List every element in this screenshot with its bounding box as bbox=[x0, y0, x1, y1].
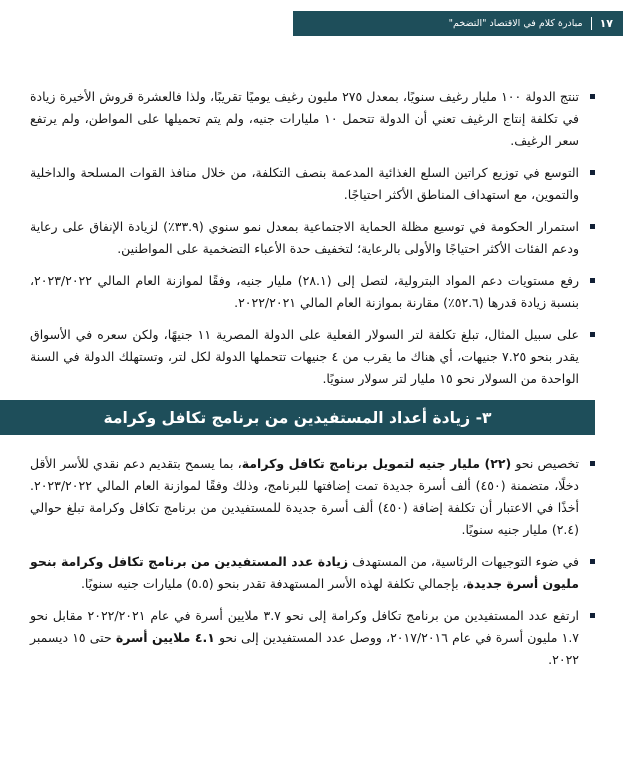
bullet-item bbox=[30, 270, 595, 314]
bullet-text: على سبيل المثال، تبلغ تكلفة لتر السولار الفعلية على الدولة المصرية ١١ جنيهًا، ولكن سعره في الأسواق يقدر بنحو ٧.٢٥ جنيهات، أي هناك ما يقرب من ٤ جنيهات تتحملها الدولة لكل لتر، وتستهلك الدولة في السنة الواحدة من السولار نحو ١٥ مليار لتر سولار سنويًا. bbox=[30, 327, 580, 386]
bullet-item bbox=[30, 162, 595, 206]
bullet-text: رفع مستويات دعم المواد البترولية، لتصل إلى (٢٨.١) مليار جنيه، وفقًا لموازنة العام المالي ٢٠٢٣/٢٠٢٢، بنسبة زيادة قدرها (٥٢.٦٪) مقارنة بموازنة العام المالي ٢٠٢٢/٢٠٢١. bbox=[30, 273, 579, 310]
running-title: مبادرة كلام في الاقتصاد "التضخم" bbox=[448, 18, 583, 29]
intro-bullet-list bbox=[30, 86, 595, 390]
bullet-text: ارتفع عدد المستفيدين من برنامج تكافل وكرامة إلى نحو ٣.٧ ملايين أسرة في عام ٢٠٢٢/٢٠٢١ مقابل نحو ١.٧ مليون أسرة في عام ٢٠١٧/٢٠١٦، ووصل عدد المستفيدين إلى نحو ٤.١ ملايين أسرة حتى ١٥ ديسمبر ٢٠٢٢. bbox=[30, 608, 580, 667]
bullet-square-icon bbox=[590, 559, 595, 564]
bullet-text: استمرار الحكومة في توسيع مظلة الحماية الاجتماعية بمعدل نمو سنوي (٣٣.٩٪) لزيادة الإنفاق على رعاية ودعم الفئات الأكثر احتياجًا والأولى بالرعاية؛ لتخفيف حدة الأعباء التضخمية على المواطنين. bbox=[30, 219, 579, 256]
bullet-square-icon bbox=[590, 94, 595, 99]
bullet-square-icon bbox=[590, 224, 595, 229]
bullet-square-icon bbox=[590, 461, 595, 466]
bullet-text: التوسع في توزيع كراتين السلع الغذائية المدعمة بنصف التكلفة، من خلال منافذ القوات المسلحة والداخلية والتموين، مع استهداف المناطق الأكثر احتياجًا. bbox=[30, 165, 579, 202]
section-title: ٣- زيادة أعداد المستفيدين من برنامج تكافل وكرامة bbox=[103, 408, 492, 427]
bullet-text: تخصيص نحو (٢٢) مليار جنيه لتمويل برنامج تكافل وكرامة، بما يسمح بتقديم دعم نقدي للأسر الأقل دخلًا، متضمنة (٤٥٠) ألف أسرة جديدة تمت إضافتها للبرنامج، وذلك وفقًا لموازنة العام المالي ٢٠٢٣/٢٠٢٢. أخذًا في الاعتبار أن تكلفة إضافة (٤٥٠) ألف أسرة جديدة للمستفيدين من برنامج تكافل وكرامة تبلغ حوالي (٢.٤) مليار جنيه سنويًا. bbox=[30, 456, 579, 537]
bullet-item bbox=[30, 216, 595, 260]
bullet-item bbox=[30, 324, 595, 390]
bullet-text: تنتج الدولة ١٠٠ مليار رغيف سنويًا، بمعدل ٢٧٥ مليون رغيف يوميًا تقريبًا، ولذا فالعشرة قروش الأخيرة زيادة في تكلفة إنتاج الرغيف تعني أن الدولة تتحمل ١٠ مليارات جنيه، ولم يتم تحميلها على المواطن، ولم يرتفع سعر الرغيف. bbox=[30, 89, 579, 148]
bullet-item bbox=[30, 605, 595, 671]
bullet-square-icon bbox=[590, 332, 595, 337]
bullet-item bbox=[30, 453, 595, 541]
page-number: ١٧ bbox=[599, 17, 613, 30]
section-bullet-list bbox=[30, 453, 595, 671]
bullet-square-icon bbox=[590, 278, 595, 283]
section-title-bar bbox=[0, 400, 595, 435]
header-separator bbox=[591, 17, 592, 30]
bullet-text: في ضوء التوجيهات الرئاسية، من المستهدف زيادة عدد المستفيدين من برنامج تكافل وكرامة بنحو مليون أسرة جديدة، بإجمالي تكلفة لهذه الأسر المستهدفة تقدر بنحو (٥.٥) مليارات جنيه سنويًا. bbox=[29, 554, 579, 591]
page-content bbox=[30, 86, 595, 681]
bullet-square-icon bbox=[590, 170, 595, 175]
bullet-item bbox=[30, 86, 595, 152]
bullet-item bbox=[30, 551, 595, 595]
bullet-square-icon bbox=[590, 613, 595, 618]
page-header-band bbox=[293, 11, 623, 36]
